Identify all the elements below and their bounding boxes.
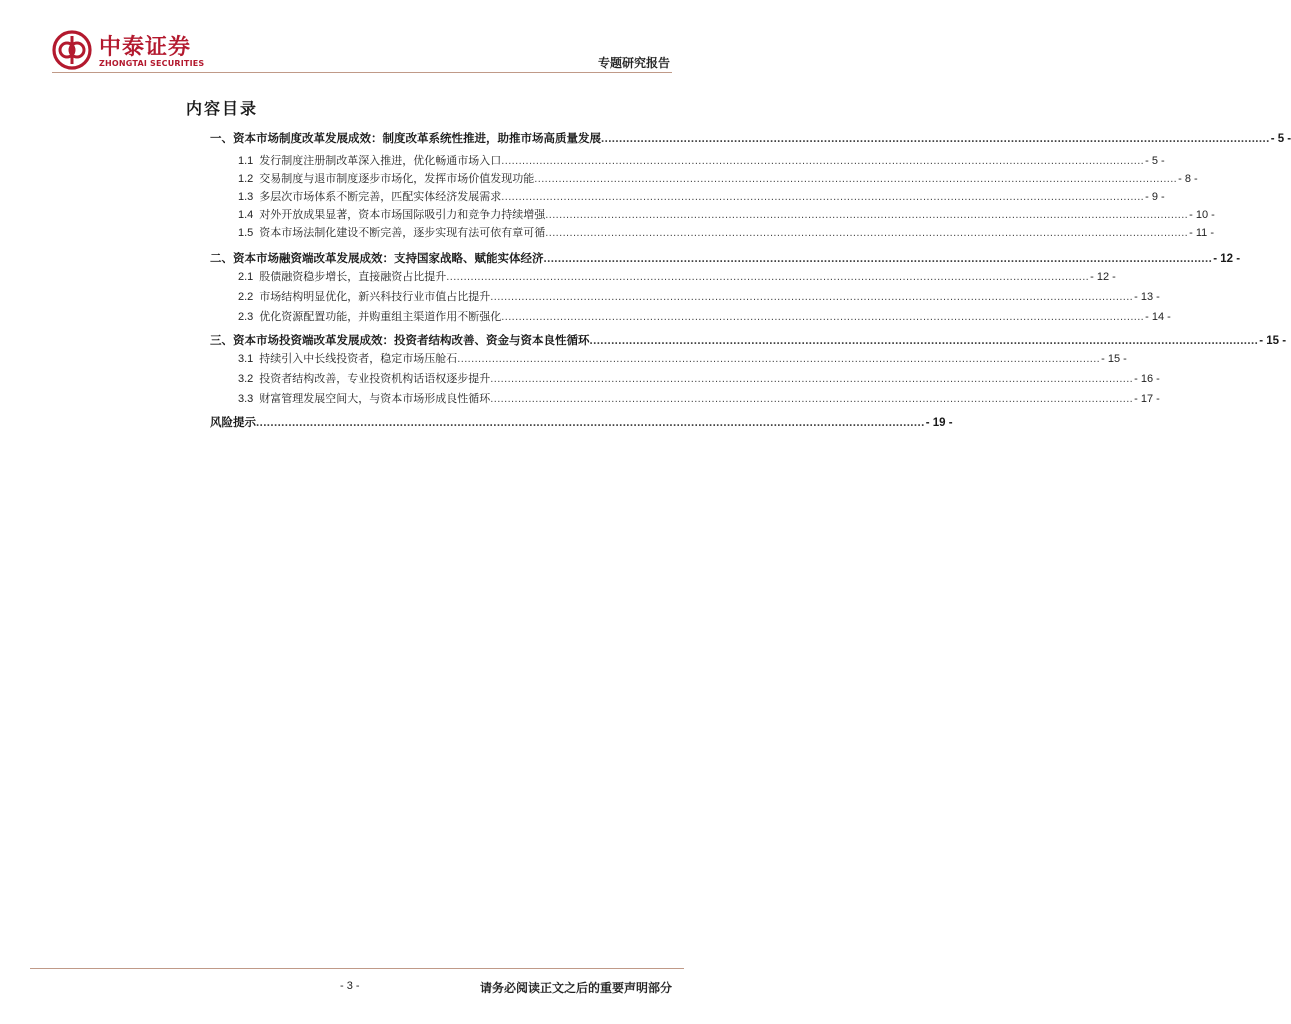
page-number: - 3 - (340, 980, 360, 992)
toc-entry-text: 股债融资稳步增长，直接融资占比提升 (259, 270, 447, 283)
toc-entry-text: 多层次市场体系不断完善，匹配实体经济发展需求 (259, 190, 502, 203)
toc-entry-2-1[interactable] (238, 268, 1116, 288)
toc-entry-page: - 14 - (1145, 311, 1171, 323)
toc-entry-number: 2.2 (238, 291, 254, 303)
toc-entry-1-2[interactable] (238, 170, 1198, 190)
toc-entry-number: 1.5 (238, 227, 254, 239)
footer-divider (30, 968, 684, 969)
toc-entry-number: 3.2 (238, 373, 254, 385)
toc-entry-3-2[interactable] (238, 370, 1160, 390)
toc-entry-number: 3.1 (238, 353, 254, 365)
toc-dot-leader (534, 173, 1177, 185)
toc-entry-page: - 8 - (1178, 173, 1198, 185)
toc-dot-leader (544, 253, 1213, 265)
toc-entry-page: - 16 - (1134, 373, 1160, 385)
toc-entry-1-1[interactable] (238, 152, 1165, 172)
toc-entry-text: 财富管理发展空间大，与资本市场形成良性循环 (259, 392, 491, 405)
toc-entry-page: - 12 - (1090, 271, 1116, 283)
toc-entry-section-1[interactable] (210, 130, 1291, 150)
toc-entry-section-3[interactable] (210, 332, 1287, 352)
toc-dot-leader (256, 417, 925, 429)
toc-entry-text: 对外开放成果显著，资本市场国际吸引力和竞争力持续增强 (259, 208, 546, 221)
toc-entry-page: - 12 - (1213, 253, 1241, 265)
report-type-label: 专题研究报告 (597, 56, 670, 70)
toc-entry-number: 2.1 (238, 271, 254, 283)
toc-entry-page: - 15 - (1259, 335, 1287, 347)
toc-entry-page: - 15 - (1101, 353, 1127, 365)
toc-entry-3-3[interactable] (238, 390, 1160, 410)
toc-dot-leader (590, 335, 1259, 347)
toc-entry-number: 3.3 (238, 393, 254, 405)
toc-entry-text: 资本市场法制化建设不断完善，逐步实现有法可依有章可循 (259, 226, 546, 239)
toc-entry-text: 发行制度注册制改革深入推进，优化畅通市场入口 (259, 154, 502, 167)
toc-dot-leader (545, 227, 1188, 239)
logo-chinese-name: 中泰证券 (99, 35, 192, 60)
toc-dot-leader (501, 191, 1144, 203)
toc-entry-text: 优化资源配置功能，并购重组主渠道作用不断强化 (259, 310, 502, 323)
toc-entry-number: 2.3 (238, 311, 254, 323)
toc-dot-leader (490, 373, 1133, 385)
toc-entry-page: - 13 - (1134, 291, 1160, 303)
toc-entry-1-5[interactable] (238, 224, 1214, 244)
toc-entry-1-4[interactable] (238, 206, 1215, 226)
toc-dot-leader (501, 155, 1144, 167)
toc-entry-text: 风险提示 (210, 415, 256, 429)
toc-entry-page: - 5 - (1270, 133, 1291, 145)
toc-dot-leader (501, 311, 1144, 323)
toc-entry-text: 一、资本市场制度改革发展成效：制度改革系统性推进，助推市场高质量发展 (210, 131, 601, 145)
toc-entry-text: 投资者结构改善，专业投资机构话语权逐步提升 (259, 372, 491, 385)
toc-entry-number: 1.1 (238, 155, 254, 167)
toc-entry-page: - 11 - (1189, 227, 1214, 239)
toc-entry-page: - 5 - (1145, 155, 1165, 167)
logo-english-name: ZHONGTAI SECURITIES (99, 59, 205, 68)
toc-dot-leader (490, 393, 1133, 405)
toc-dot-leader (545, 209, 1188, 221)
toc-entry-text: 持续引入中长线投资者，稳定市场压舱石 (259, 352, 458, 365)
toc-entry-page: - 9 - (1145, 191, 1165, 203)
disclaimer-text: 请务必阅读正文之后的重要声明部分 (479, 981, 672, 995)
toc-entry-page: - 19 - (925, 417, 953, 429)
toc-dot-leader (457, 353, 1100, 365)
toc-entry-number: 1.3 (238, 191, 254, 203)
toc-entry-2-3[interactable] (238, 308, 1171, 328)
toc-entry-3-1[interactable] (238, 350, 1127, 370)
toc-entry-number: 1.2 (238, 173, 254, 185)
toc-entry-section-2[interactable] (210, 250, 1241, 270)
toc-entry-text: 交易制度与退市制度逐步市场化，发挥市场价值发现功能 (259, 172, 535, 185)
toc-entry-1-3[interactable] (238, 188, 1165, 208)
toc-entry-page: - 17 - (1134, 393, 1160, 405)
toc-entry-text: 三、资本市场投资端改革发展成效：投资者结构改善、资金与资本良性循环 (210, 333, 590, 347)
toc-entry-number: 1.4 (238, 209, 254, 221)
toc-title: 内容目录 (186, 99, 259, 118)
toc-entry-2-2[interactable] (238, 288, 1160, 308)
toc-entry-text: 市场结构明显优化，新兴科技行业市值占比提升 (259, 290, 491, 303)
toc-dot-leader (490, 291, 1133, 303)
toc-dot-leader (446, 271, 1089, 283)
toc-entry-risk[interactable] (210, 414, 953, 434)
toc-entry-text: 二、资本市场融资端改革发展成效：支持国家战略、赋能实体经济 (210, 251, 544, 265)
toc-dot-leader (601, 133, 1270, 145)
toc-entry-page: - 10 - (1189, 209, 1215, 221)
